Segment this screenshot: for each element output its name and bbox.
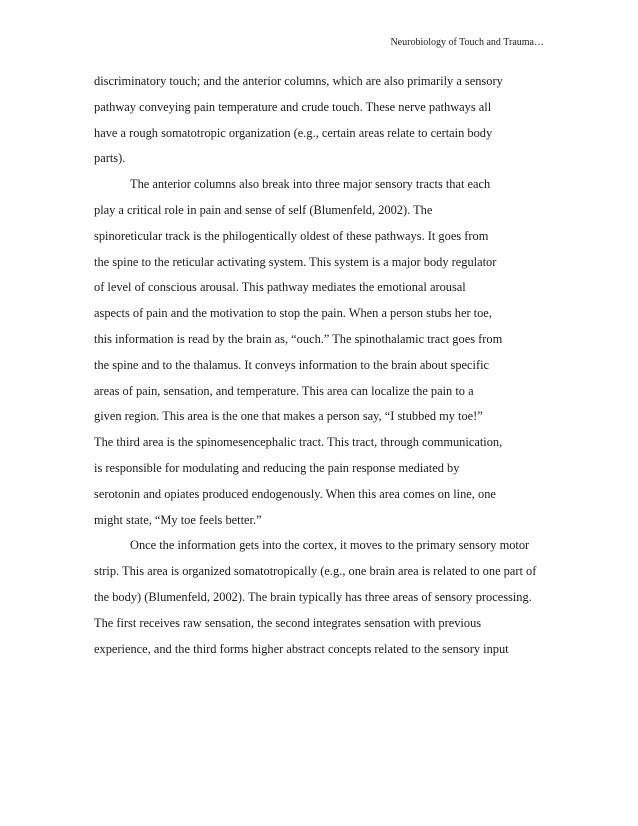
text-line: The first receives raw sensation, the second integrates sensation with previous (94, 615, 482, 630)
text-line: serotonin and opiates produced endogenously. When this area comes on line, one (94, 486, 496, 501)
text-line: the spine and to the thalamus. It conveys information to the brain about specific (94, 357, 490, 372)
text-line: areas of pain, sensation, and temperature. This area can localize the pain to a (94, 383, 474, 398)
text-line: The third area is the spinomesencephalic tract. This tract, through communication, (94, 435, 503, 450)
text-line: experience, and the third forms higher abstract concepts related to the sensory input (94, 641, 509, 656)
text-line: this information is read by the brain as, “ouch.” The spinothalamic tract goes from (94, 331, 503, 346)
text-line: is responsible for modulating and reducing the pain response mediated by (94, 460, 460, 475)
running-head: Neurobiology of Touch and Trauma… (390, 37, 544, 48)
paragraph-first-line: Once the information gets into the cortex, it moves to the primary sensory motor (130, 538, 530, 553)
text-line: the spine to the reticular activating system. This system is a major body regulator (94, 254, 497, 269)
text-line: aspects of pain and the motivation to stop the pain. When a person stubs her toe, (94, 306, 492, 321)
body-text (94, 69, 554, 662)
text-line: the body) (Blumenfeld, 2002). The brain typically has three areas of sensory processing. (94, 589, 532, 604)
text-line: given region. This area is the one that makes a person say, “I stubbed my toe!” (94, 409, 483, 424)
text-line: pathway conveying pain temperature and crude touch. These nerve pathways all (94, 99, 492, 114)
text-line: play a critical role in pain and sense of self (Blumenfeld, 2002). The (94, 202, 433, 217)
text-line: discriminatory touch; and the anterior columns, which are also primarily a sensory (94, 74, 503, 88)
text-line: strip. This area is organized somatotropically (e.g., one brain area is related to one part of (94, 564, 537, 579)
paragraph-first-line: The anterior columns also break into three major sensory tracts that each (130, 177, 491, 192)
text-line: parts). (94, 151, 126, 166)
text-line: might state, “My toe feels better.” (94, 512, 262, 527)
text-line: spinoreticular track is the philogentically oldest of these pathways. It goes from (94, 228, 489, 243)
text-line: have a rough somatotropic organization (e.g., certain areas relate to certain body (94, 125, 493, 140)
text-line: of level of conscious arousal. This pathway mediates the emotional arousal (94, 280, 466, 295)
